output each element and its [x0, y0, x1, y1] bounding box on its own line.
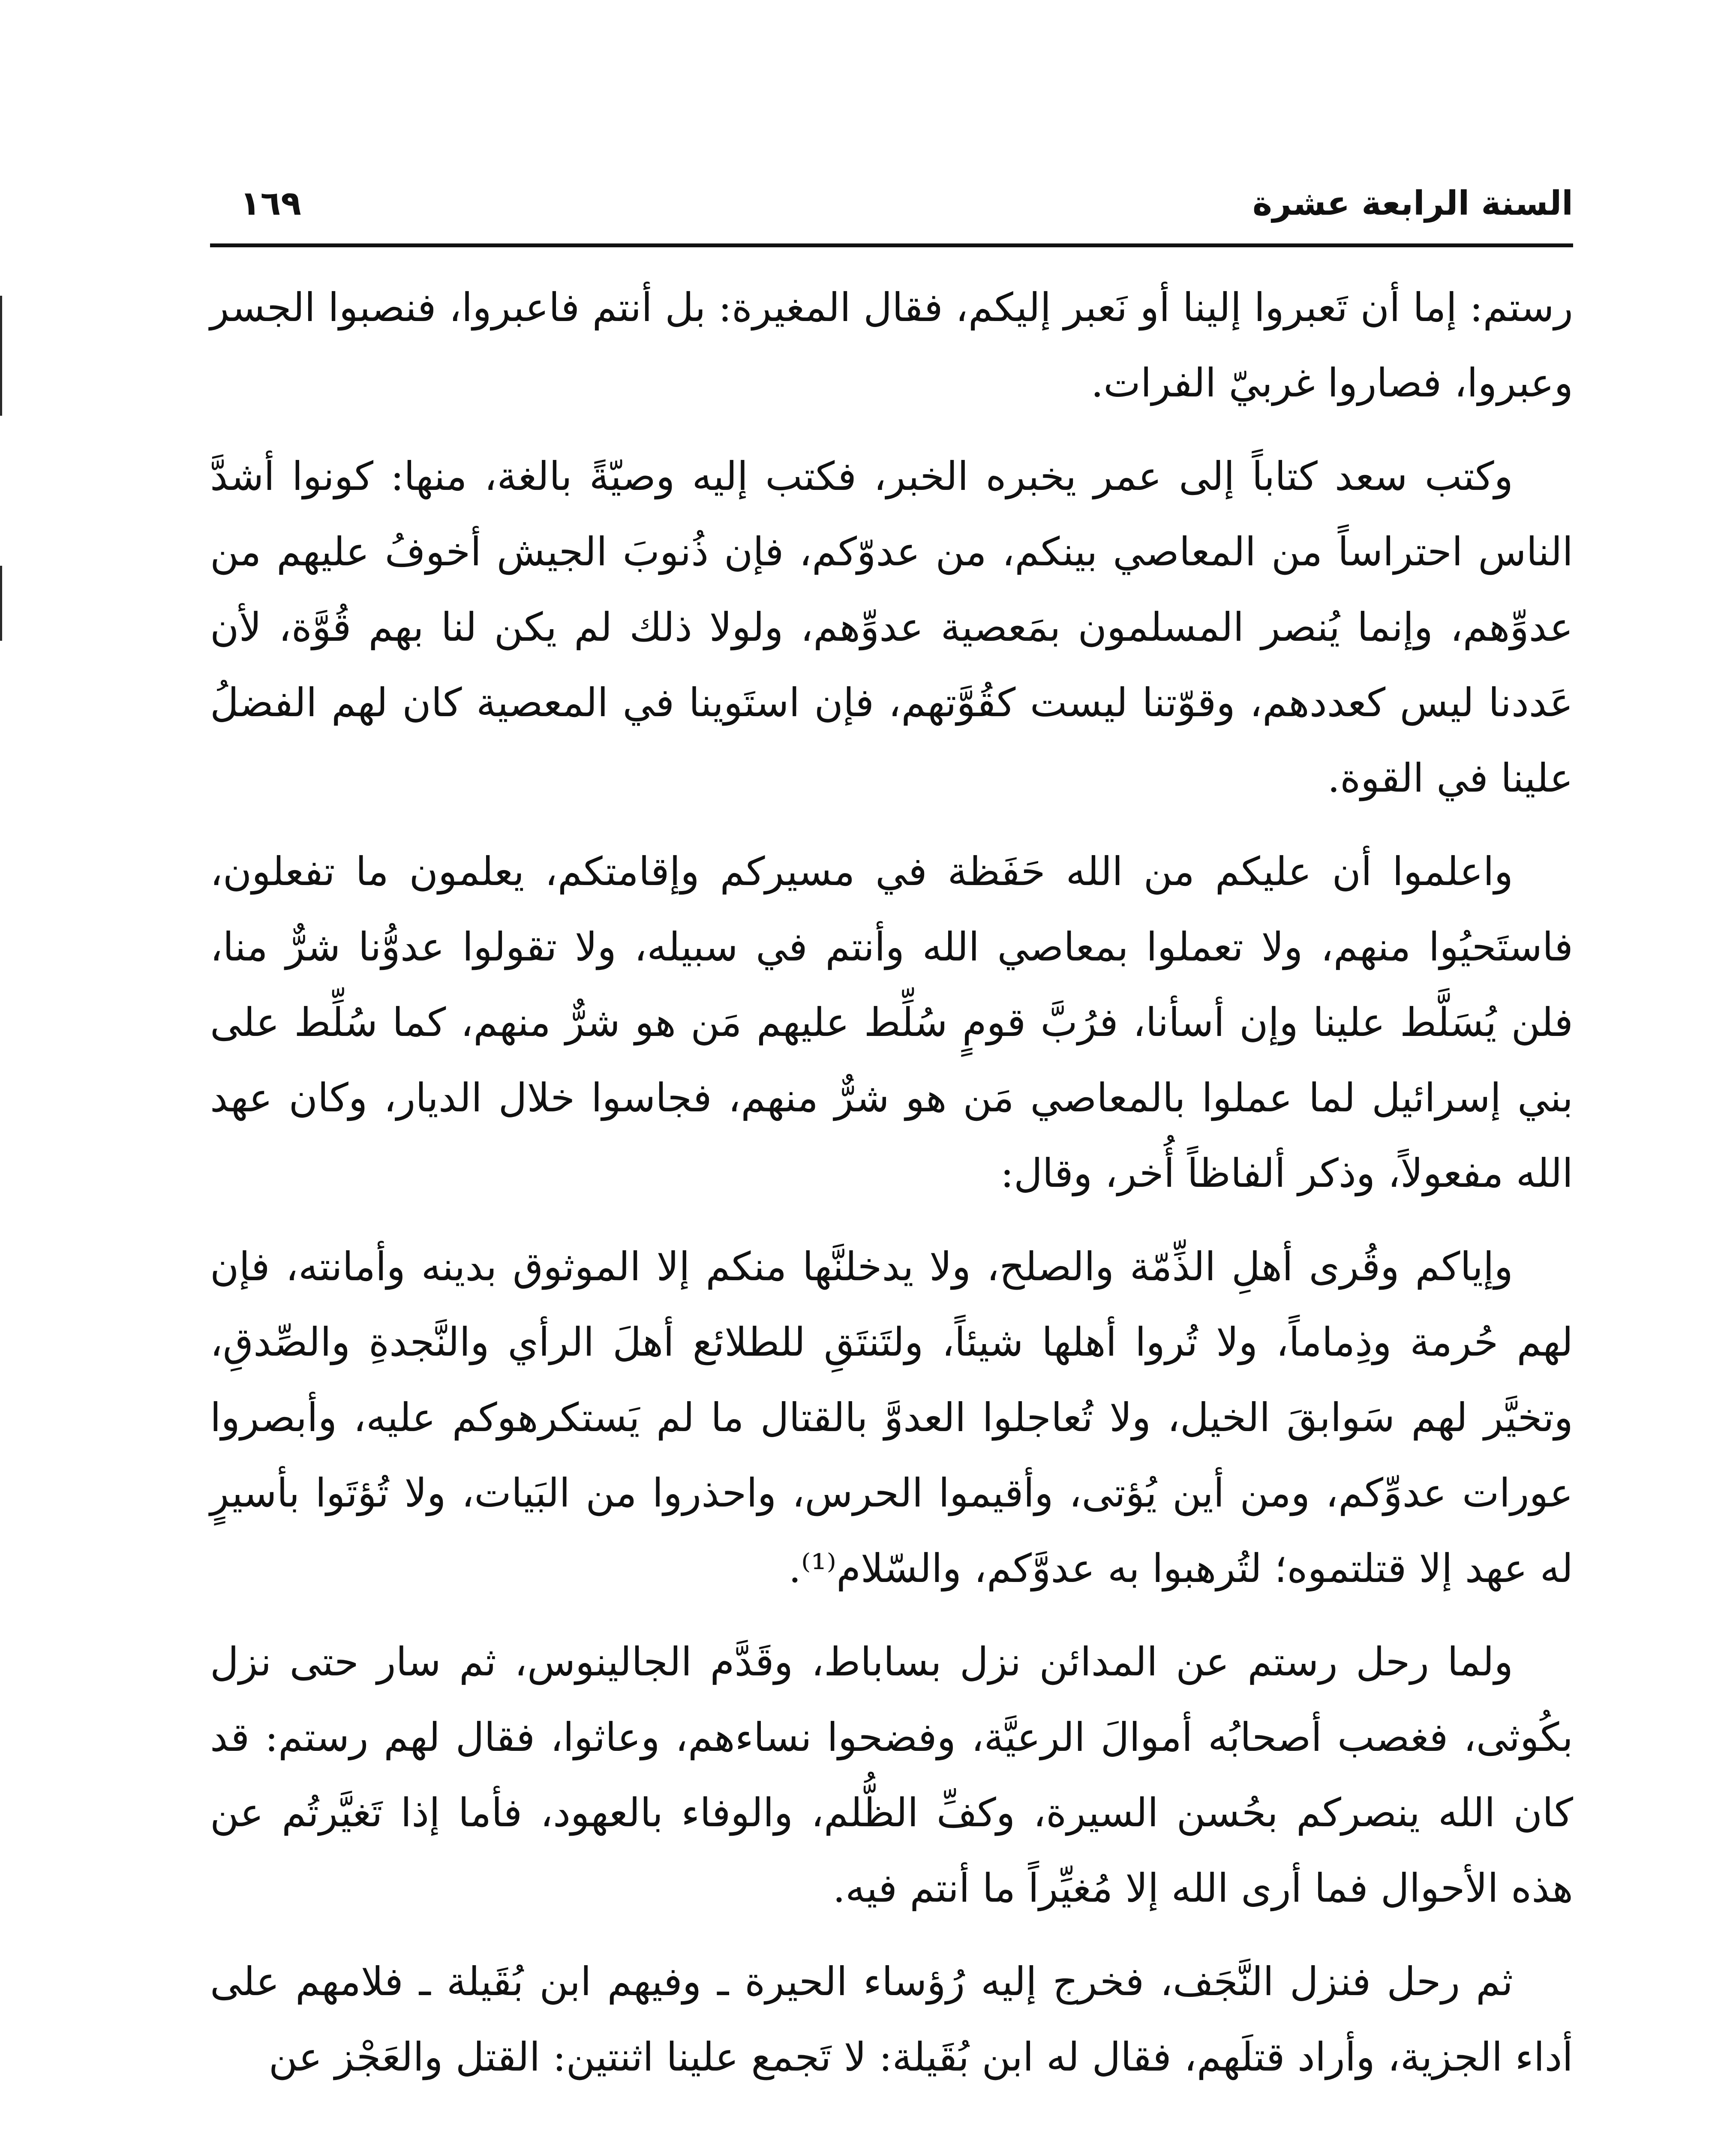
running-header — [210, 171, 1573, 236]
scan-margin-mark — [0, 566, 2, 641]
paragraph: رستم: إما أن تَعبروا إلينا أو نَعبر إليكم، فقال المغيرة: بل أنتم فاعبروا، فنصبوا الجسر وعبروا، فصاروا غربيّ الفرات. — [210, 285, 1573, 406]
paragraph: واعلموا أن عليكم من الله حَفَظة في مسيركم وإقامتكم، يعلمون ما تفعلون، فاستَحيُوا منهم، ولا تعملوا بمعاصي الله وأنتم في سبيله، ولا تقولوا عدوُّنا شرٌّ منا، فلن يُسَلَّط علينا وإن أسأنا، فرُبَّ قومٍ سُلِّط عليهم مَن هو شرٌّ منهم، كما سُلِّط على بني إسرائيل لما عملوا بالمعاصي مَن هو شرٌّ منهم، فجاسوا خلال الديار، وكان عهد الله مفعولاً، وذكر ألفاظاً أُخر، وقال: — [210, 849, 1574, 1196]
running-title: السنة الرابعة عشرة — [1252, 184, 1573, 223]
paragraph: وكتب سعد كتاباً إلى عمر يخبره الخبر، فكتب إليه وصيّةً بالغة، منها: كونوا أشدَّ الناس احتراساً من المعاصي بينكم، من عدوّكم، فإن ذُنوبَ الجيش أخوفُ عليهم من عدوِّهم، وإنما يُنصر المسلمون بمَعصية عدوِّهم، ولولا ذلك لم يكن لنا بهم قُوَّة، لأن عَددنا ليس كعددهم، وقوّتنا ليست كقُوَّتهم، فإن استَوينا في المعصية كان لهم الفضلُ علينا في القوة. — [210, 453, 1573, 801]
paragraph: وإياكم وقُرى أهلِ الذِّمّة والصلح، ولا يدخلنَّها منكم إلا الموثوق بدينه وأمانته، فإن لهم حُرمة وذِماماً، ولا تُروا أهلها شيئاً، ولتَنتَقِ للطلائع أهلَ الرأي والنَّجدةِ والصِّدقِ، وتخيَّر لهم سَوابقَ الخيل، ولا تُعاجلوا العدوَّ بالقتال ما لم يَستكرهوكم عليه، وأبصروا عورات عدوِّكم، ومن أين يُؤتى، وأقيموا الحرس، واحذروا من البَيات، ولا تُؤتَوا بأسيرٍ له عهد إلا قتلتموه؛ لتُرهبوا به عدوَّكم، والسّلام⁽¹⁾. — [210, 1244, 1573, 1591]
paragraph: ولما رحل رستم عن المدائن نزل بساباط، وقَدَّم الجالينوس، ثم سار حتى نزل بكُوثى، فغصب أصحابُه أموالَ الرعيَّة، وفضحوا نساءهم، وعاثوا، فقال لهم رستم: قد كان الله ينصركم بحُسن السيرة، وكفِّ الظُّلم، والوفاء بالعهود، فأما إذا تَغيَّرتُم عن هذه الأحوال فما أرى الله إلا مُغيِّراً ما أنتم فيه. — [210, 1639, 1573, 1911]
paragraph: ثم رحل فنزل النَّجَف، فخرج إليه رُؤساء الحيرة ـ وفيهم ابن بُقَيلة ـ فلامهم على أداء الجزية، وأراد قتلَهم، فقال له ابن بُقَيلة: لا تَجمع علينا اثنتين: القتل والعَجْز عن — [210, 1959, 1573, 2080]
scan-margin-mark — [0, 296, 2, 416]
body-text — [210, 270, 1573, 2113]
header-rule — [210, 243, 1573, 247]
page-number: ١٦٩ — [240, 184, 301, 223]
